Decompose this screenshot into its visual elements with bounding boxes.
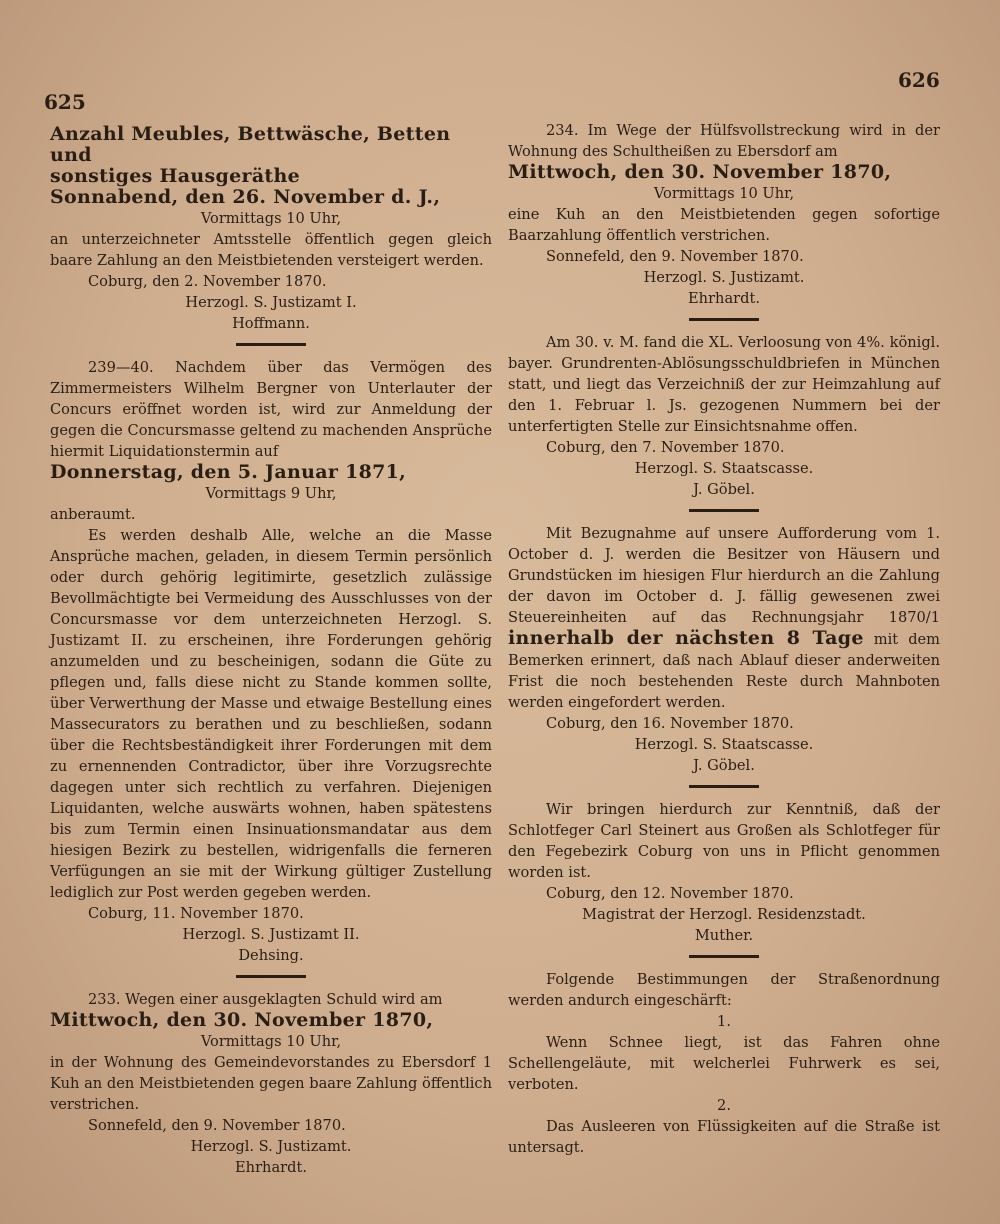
notice-heading: Anzahl Meubles, Bettwäsche, Betten und <box>50 123 451 166</box>
notice-body: 239—40. Nachdem über das Vermögen des Zimmermeisters Wilhelm Bergner von Unterlauter der Concurs eröffnet worden ist, wird zur Anmeldung der gegen die Concursmasse geltend zu machenden Ansprüche hiermit Liquidationstermin auf <box>50 359 492 460</box>
notice-office: Herzogl. S. Justizamt I. <box>185 294 357 311</box>
notice-place-date: Sonnefeld, den 9. November 1870. <box>546 248 804 265</box>
notice-signature: Muther. <box>694 927 754 944</box>
section-divider <box>689 509 759 512</box>
auction-date: Mittwoch, den 30. November 1870, <box>50 1009 434 1031</box>
notice-office: Magistrat der Herzogl. Residenzstadt. <box>582 906 866 923</box>
notice-body: Folgende Bestimmungen der Straßenordnung werden andurch eingeschärft: <box>508 971 940 1009</box>
notice-signature: Hoffmann. <box>232 315 310 332</box>
auction-date: Mittwoch, den 30. November 1870, <box>508 161 892 183</box>
section-divider <box>689 955 759 958</box>
notice-body: eine Kuh an den Meistbietenden gegen sofortige Baarzahlung öffentlich verstrichen. <box>508 206 940 244</box>
left-column <box>50 124 492 1178</box>
notice-bond-lottery <box>508 332 940 500</box>
hearing-date: Donnerstag, den 5. Januar 1871, <box>50 461 407 483</box>
notice-bankruptcy <box>50 357 492 966</box>
notice-signature: Ehrhardt. <box>235 1159 307 1176</box>
section-divider <box>236 975 306 978</box>
rule-number: 1. <box>717 1013 731 1030</box>
notice-signature: J. Göbel. <box>693 481 755 498</box>
notice-furniture-auction <box>50 124 492 334</box>
notice-street-ordinance <box>508 969 940 1158</box>
notice-place-date: Coburg, 11. November 1870. <box>88 905 304 922</box>
notice-body: 233. Wegen einer ausgeklagten Schuld wird am <box>88 991 443 1008</box>
notice-body-text: mit dem Bemerken erinnert, daß nach Ablauf dieser anderweiten Frist die noch bestehenden Reste durch Mahnboten werden eingefordert werden. <box>508 631 941 711</box>
ordinance-rule: Wenn Schnee liegt, ist das Fahren ohne Schellengeläute, mit welcherlei Fuhrwerk es sei, verboten. <box>508 1034 940 1093</box>
auction-time: Vormittags 10 Uhr, <box>200 210 342 227</box>
rule-number: 2. <box>717 1097 731 1114</box>
ordinance-rule: Das Ausleeren von Flüssigkeiten auf die Straße ist untersagt. <box>508 1118 940 1156</box>
auction-time: Vormittags 10 Uhr, <box>200 1033 342 1050</box>
notice-signature: J. Göbel. <box>693 757 755 774</box>
notice-office: Herzogl. S. Justizamt. <box>190 1138 352 1155</box>
notice-tax-reminder <box>508 523 940 776</box>
section-divider <box>689 318 759 321</box>
notice-heading: sonstiges Hausgeräthe <box>50 165 301 187</box>
right-column <box>508 120 940 1158</box>
notice-chimney-sweep <box>508 799 940 946</box>
notice-office: Herzogl. S. Justizamt II. <box>182 926 360 943</box>
notice-place-date: Coburg, den 7. November 1870. <box>546 439 785 456</box>
notice-signature: Ehrhardt. <box>688 290 760 307</box>
notice-body <box>508 523 940 713</box>
notice-body: Wir bringen hierdurch zur Kenntniß, daß der Schlotfeger Carl Steinert aus Großen als Schlotfeger für den Fegebezirk Coburg von uns in Pflicht genommen worden ist. <box>508 801 940 881</box>
notice-place-date: Coburg, den 2. November 1870. <box>88 273 327 290</box>
notice-enforcement-auction <box>508 120 940 309</box>
notice-cow-auction <box>50 989 492 1178</box>
page-number-right: 626 <box>898 68 940 92</box>
notice-body: Am 30. v. M. fand die XL. Verloosung von 4%. königl. bayer. Grundrenten-Ablösungsschuldbriefen in München statt, und liegt das Verzeichniß der zur Heimzahlung auf den 1. Februar l. Js. gezogenen Nummern bei der unterfertigten Stelle zur Einsichtsnahme offen. <box>508 334 940 435</box>
notice-office: Herzogl. S. Justizamt. <box>643 269 805 286</box>
notice-body: an unterzeichneter Amtsstelle öffentlich gegen gleich baare Zahlung an den Meistbietenden versteigert werden. <box>50 231 492 269</box>
notice-place-date: Coburg, den 12. November 1870. <box>546 885 794 902</box>
notice-place-date: Coburg, den 16. November 1870. <box>546 715 794 732</box>
auction-date: Sonnabend, den 26. November d. J., <box>50 186 441 208</box>
deadline-emphasis: innerhalb der nächsten 8 Tage <box>508 627 864 649</box>
notice-signature: Dehsing. <box>238 947 304 964</box>
notice-body: in der Wohnung des Gemeindevorstandes zu Ebersdorf 1 Kuh an den Meistbietenden gegen baare Zahlung öffentlich verstrichen. <box>50 1054 492 1113</box>
notice-place-date: Sonnefeld, den 9. November 1870. <box>88 1117 346 1134</box>
auction-time: Vormittags 10 Uhr, <box>653 185 795 202</box>
notice-office: Herzogl. S. Staatscasse. <box>634 736 814 753</box>
notice-office: Herzogl. S. Staatscasse. <box>634 460 814 477</box>
section-divider <box>236 343 306 346</box>
section-divider <box>689 785 759 788</box>
hearing-time: Vormittags 9 Uhr, <box>205 485 337 502</box>
notice-body: anberaumt. <box>50 506 136 523</box>
notice-body-text: Mit Bezugnahme auf unsere Aufforderung vom 1. October d. J. werden die Besitzer von Häusern und Grundstücken im hiesigen Flur hierdurch an die Zahlung der davon im October d. J. fällig gewesenen zwei Steuereinheiten auf das Rechnungsjahr 1870/1 <box>508 525 940 626</box>
page-number-left: 625 <box>44 90 86 114</box>
notice-body: 234. Im Wege der Hülfsvollstreckung wird in der Wohnung des Schultheißen zu Ebersdorf am <box>508 122 940 160</box>
notice-body: Es werden deshalb Alle, welche an die Masse Ansprüche machen, geladen, in diesem Termin persönlich oder durch gehörig legitimirte, gesetzlich zulässige Bevollmächtigte bei Vermeidung des Ausschlusses von der Concursmasse vor dem unterzeichneten Herzogl. S. Justizamt II. zu erscheinen, ihre Forderungen gehörig anzumelden und zu bescheinigen, sodann die Güte zu pflegen und, falls diese nicht zu Stande kommen sollte, über Verwerthung der Masse und etwaige Bestellung eines Massecurators zu berathen und zu beschließen, sodann über die Rechtsbeständigkeit ihrer Forderungen mit dem zu ernennenden Contradictor, über ihre Vorzugsrechte dagegen unter sich rechtlich zu verfahren. Diejenigen Liquidanten, welche auswärts wohnen, haben spätestens bis zum Termin einen Insinuationsmandatar aus dem hiesigen Bezirk zu bestellen, widrigenfalls die ferneren Verfügungen an sie mit der Wirkung gültiger Zustellung lediglich zur Post werden gegeben werden. <box>50 527 492 901</box>
